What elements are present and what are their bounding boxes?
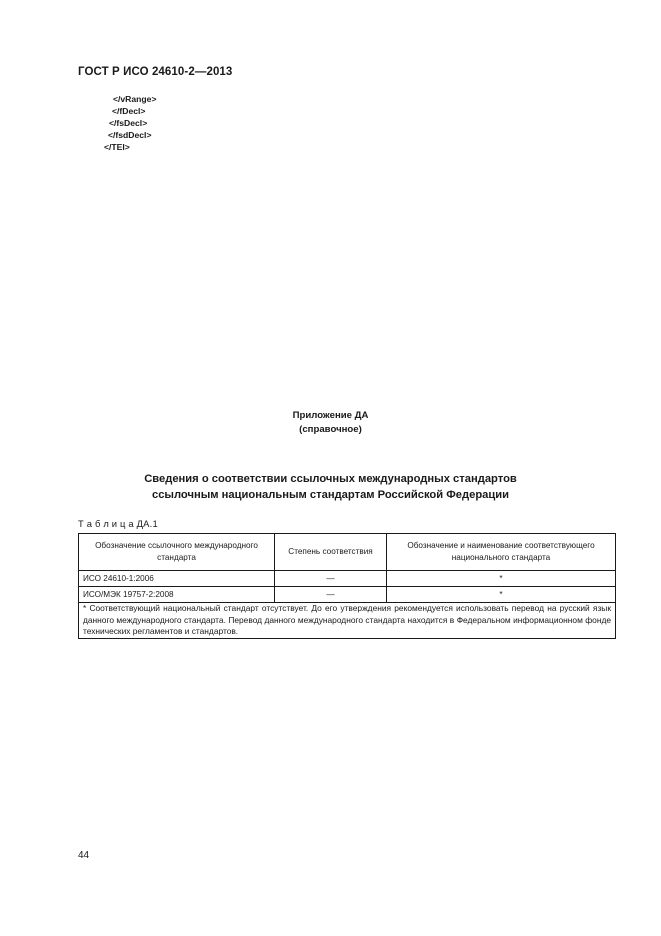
page-number: 44 [78, 850, 90, 861]
code-line: </fsdDecl> [108, 130, 152, 140]
code-line: </fDecl> [112, 106, 146, 116]
code-line: </TEI> [104, 142, 130, 152]
cell-international-standard: ИСО/МЭК 19757-2:2008 [79, 587, 275, 603]
header-degree-of-conformity: Степень соответствия [275, 534, 387, 571]
table-header-row [79, 534, 616, 571]
table-footnote: * Соответствующий национальный стандарт отсутствует. До его утверждения рекомендуется использовать перевод на русский язык данного международного стандарта. Перевод данного международного стандарта находится в Федеральном информационном фонде технических регламентов и стандартов. [79, 603, 616, 639]
cell-national-standard: * [387, 587, 616, 603]
table-row [79, 571, 616, 587]
document-header: ГОСТ Р ИСО 24610-2—2013 [78, 66, 233, 78]
cell-national-standard: * [387, 571, 616, 587]
cell-degree-of-conformity: — [275, 587, 387, 603]
annex-title: Приложение ДА [292, 410, 369, 421]
code-line: </fsDecl> [109, 118, 148, 128]
header-national-standard: Обозначение и наименование соответствующего национального стандарта [387, 534, 616, 571]
cell-degree-of-conformity: — [275, 571, 387, 587]
cell-international-standard: ИСО 24610-1:2006 [79, 571, 275, 587]
table-caption: Т а б л и ц а ДА.1 [78, 518, 158, 529]
section-title-line-1: Сведения о соответствии ссылочных международных стандартов [144, 473, 517, 485]
header-international-standard: Обозначение ссылочного международного стандарта [79, 534, 275, 571]
code-line: </vRange> [113, 94, 157, 104]
standards-table [78, 533, 616, 639]
section-title-line-2: ссылочным национальным стандартам Российской Федерации [151, 489, 510, 501]
table-row [79, 587, 616, 603]
table-footnote-row [79, 603, 616, 639]
annex-subtitle: (справочное) [299, 424, 362, 435]
